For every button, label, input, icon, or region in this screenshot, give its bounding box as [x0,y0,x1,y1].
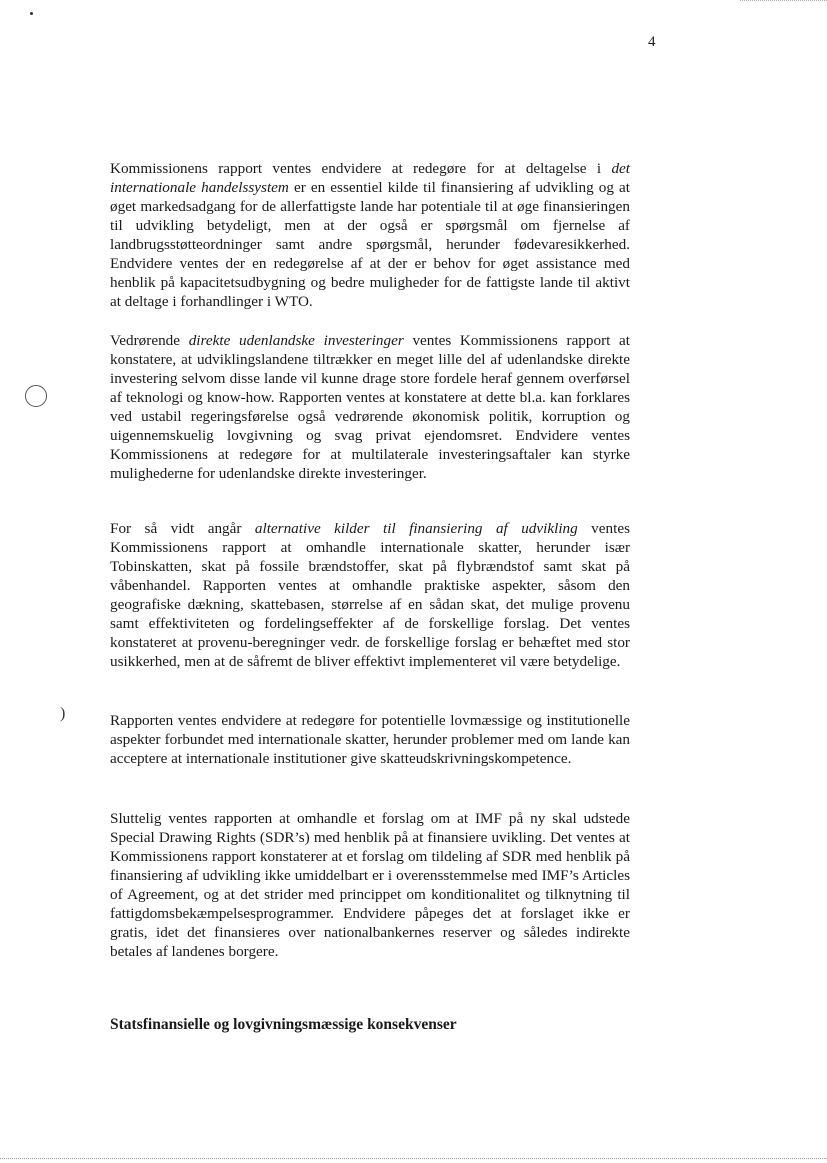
paragraph-alternative-sources [110,519,630,671]
paragraph-text: ventes Kommissionens rapport at konstatere, at udviklingslandene tiltrækker en meget lille del af udenlandske direkte investering selvom disse lande vil kunne drage store fordele heraf gennem overførsel af teknologi og know-how. Rapporten ventes at konstatere at dette bl.a. kan forklares ved ustabil regeringsførelse også vedrørende økonomisk politik, korruption og uigennemskuelig lovgivning og svag privat ejendomsret. Endvidere ventes Kommissionens at redegøre for at multilaterale investeringsaftaler kan styrke mulighederne for udenlandske direkte investeringer. [110,332,631,482]
paragraph-text: er en essentiel kilde til finansiering af udvikling og at øget markedsadgang for de allerfattigste lande har potentiale til at øge finansieringen til udvikling betydeligt, men at der også er spørgsmål om fjernelse af landbrugsstøtteordninger samt andre spørgsmål, herunder fødevaresikkerhed. Endvidere ventes der en redegørelse af at der er behov for øget assistance med henblik på kapacitetsudbygning og bedre muligheder for de fattigste lande til aktivt at deltage i forhandlinger i WTO. [110,179,630,310]
paragraph-legal-aspects: Rapporten ventes endvidere at redegøre for potentielle lovmæssige og institutionelle aspekter forbundet med internationale skatter, herunder problemer med om lande kan acceptere at internationale institutioner give skatteudskrivningskompetence. [110,712,630,767]
paragraph-investment [110,331,630,483]
page-number: 4 [648,34,656,50]
scan-edge-top [740,0,827,1]
emphasis-term: det internationale handelssystem [110,160,630,196]
paragraph-trade [110,159,630,311]
paragraph-text: Kommissionens rapport ventes endvidere at redegøre for at deltagelse i [110,160,612,177]
margin-bracket-mark: ) [60,705,66,722]
emphasis-term: direkte udenlandske investeringer [188,332,404,349]
section-heading: Statsfinansielle og lovgivningsmæssige konsekvenser [110,1016,457,1033]
paragraph-text: ventes Kommissionens rapport at omhandle internationale skatter, herunder især Tobinskatten, skat på fossile brændstoffer, skat på flybrændstof samt skat på våbenhandel. Rapporten ventes at omhandle praktiske aspekter, såsom den geografiske dækning, skattebasen, størrelse af en sådan skat, det mulige provenu samt effektiviteten og fordelingseffekter af de forskellige forslag. Det ventes konstateret at provenu-beregninger vedr. de forskellige forslag er behæftet med stor usikkerhed, men at de såfremt de bliver effektivt implementeret vil være betydelige. [110,520,630,670]
scan-dot [30,12,33,15]
scan-edge-bottom [0,1158,827,1159]
paragraph-text: For så vidt angår [110,520,255,537]
paragraph-text: Vedrørende [110,332,189,349]
punch-hole-mark [25,385,47,407]
paragraph-sdr: Sluttelig ventes rapporten at omhandle et forslag om at IMF på ny skal udstede Special Drawing Rights (SDR’s) med henblik på at finansiere uvikling. Det ventes at Kommissionens rapport konstaterer at et forslag om tildeling af SDR med henblik på finansiering af udvikling ikke umiddelbart er i overensstemmelse med IMF’s Articles of Agreement, og at det strider med princippet om konditionalitet og tilknytning til fattigdomsbekæmpelsesprogrammer. Endvidere påpeges det at forslaget ikke er gratis, idet det finansieres over nationalbankernes reserver og således indirekte betales af landenes borgere. [110,810,630,960]
emphasis-term: alternative kilder til finansiering af udvikling [254,520,578,537]
